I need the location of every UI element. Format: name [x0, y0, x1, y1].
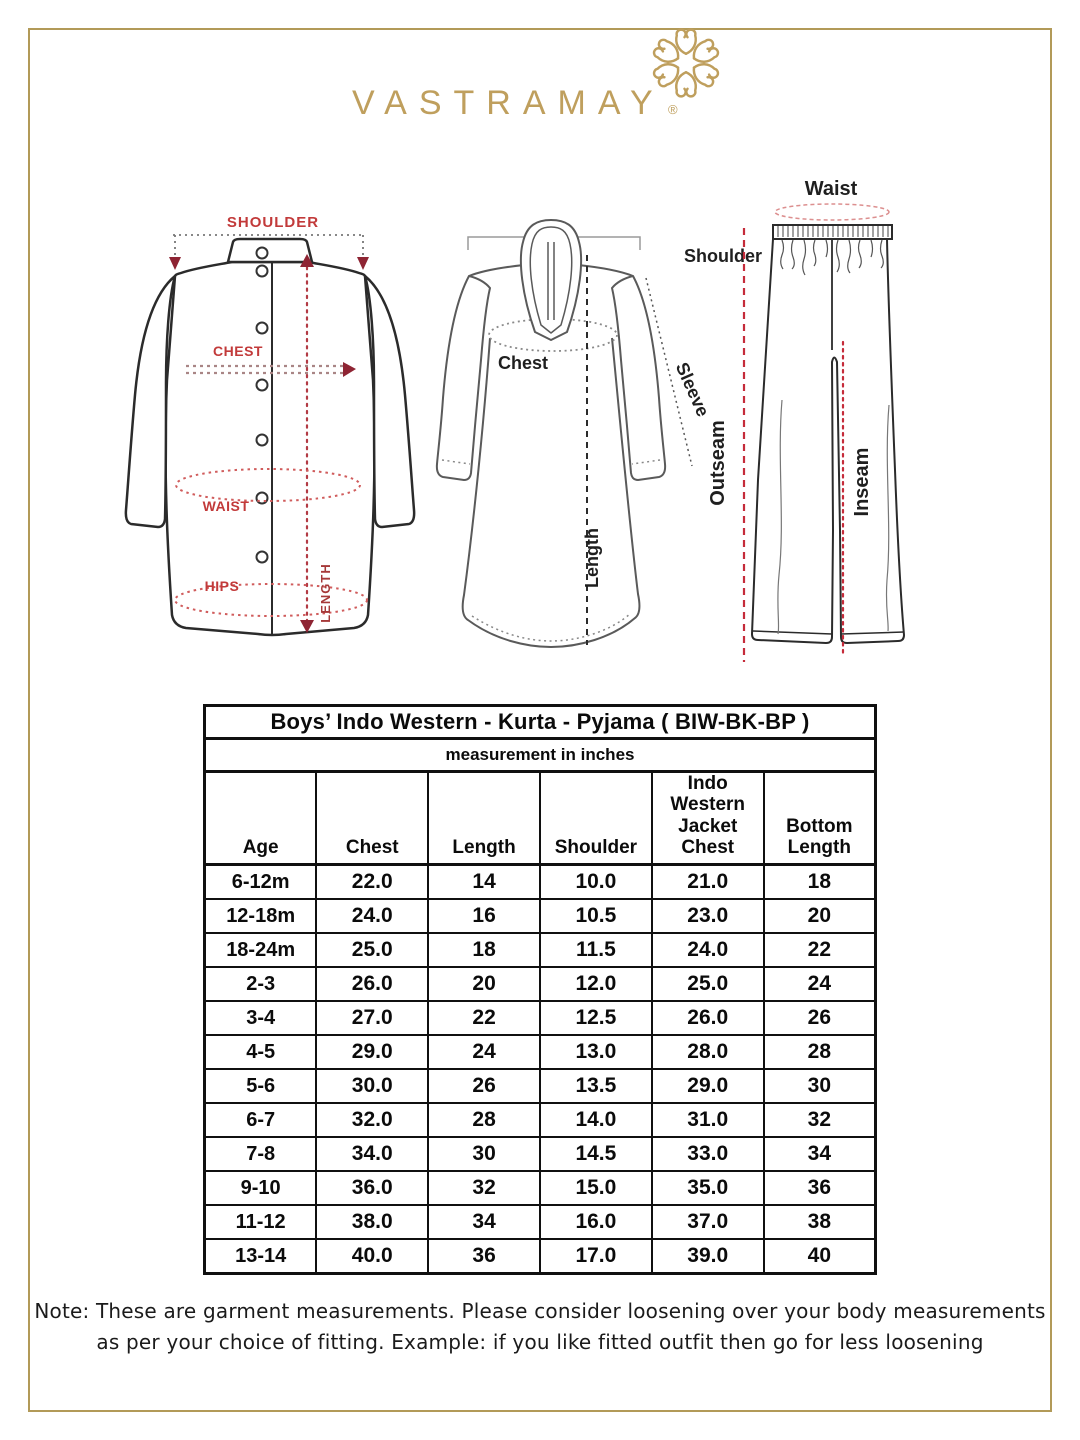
cell-length: 14 [428, 865, 540, 900]
cell-bottom-length: 22 [764, 933, 876, 967]
jacket-shoulder-label: SHOULDER [226, 214, 320, 231]
cell-jacket-chest: 24.0 [652, 933, 764, 967]
cell-length: 18 [428, 933, 540, 967]
cell-chest: 22.0 [316, 865, 428, 900]
cell-jacket-chest: 33.0 [652, 1137, 764, 1171]
cell-shoulder: 12.0 [540, 967, 652, 1001]
cell-jacket-chest: 39.0 [652, 1239, 764, 1274]
cell-chest: 30.0 [316, 1069, 428, 1103]
jacket-diagram [126, 214, 414, 635]
table-row [205, 1205, 876, 1239]
cell-chest: 29.0 [316, 1035, 428, 1069]
cell-chest: 26.0 [316, 967, 428, 1001]
table-header-row [205, 772, 876, 865]
cell-age: 7-8 [205, 1137, 317, 1171]
cell-age: 3-4 [205, 1001, 317, 1035]
kurta-length-label: Length [582, 528, 602, 588]
cell-shoulder: 10.5 [540, 899, 652, 933]
cell-age: 9-10 [205, 1171, 317, 1205]
cell-shoulder: 16.0 [540, 1205, 652, 1239]
cell-shoulder: 13.0 [540, 1035, 652, 1069]
cell-chest: 36.0 [316, 1171, 428, 1205]
jacket-length-label: LENGTH [318, 563, 333, 623]
column-header-age: Age [205, 772, 317, 865]
note-line-1: Note: These are garment measurements. Please consider loosening over your body measurements [34, 1299, 1046, 1323]
cell-age: 11-12 [205, 1205, 317, 1239]
table-row [205, 1035, 876, 1069]
size-chart-table [203, 704, 877, 1275]
cell-shoulder: 17.0 [540, 1239, 652, 1274]
cell-chest: 32.0 [316, 1103, 428, 1137]
note-line-2: as per your choice of fitting. Example: if you like fitted outfit then go for less loosening [96, 1330, 984, 1354]
cell-jacket-chest: 25.0 [652, 967, 764, 1001]
cell-length: 32 [428, 1171, 540, 1205]
table-row [205, 1103, 876, 1137]
jacket-chest-label: CHEST [213, 343, 263, 359]
table-title-row [205, 706, 876, 739]
table-subtitle-row [205, 739, 876, 772]
registered-trademark-icon: ® [668, 102, 678, 117]
pyjama-inseam-label: Inseam [851, 447, 873, 517]
table-subtitle: measurement in inches [205, 739, 876, 772]
cell-chest: 34.0 [316, 1137, 428, 1171]
table-row [205, 865, 876, 900]
cell-jacket-chest: 23.0 [652, 899, 764, 933]
cell-jacket-chest: 26.0 [652, 1001, 764, 1035]
cell-chest: 40.0 [316, 1239, 428, 1274]
pyjama-outseam-label: Outseam [707, 420, 729, 506]
cell-bottom-length: 24 [764, 967, 876, 1001]
table-row [205, 933, 876, 967]
brand-logo-text: VASTRAMAY [352, 84, 665, 122]
jacket-hips-label: HIPS [204, 578, 240, 594]
kurta-sleeve-label: Sleeve [671, 359, 714, 420]
column-header-shoulder: Shoulder [540, 772, 652, 865]
cell-chest: 27.0 [316, 1001, 428, 1035]
cell-age: 6-12m [205, 865, 317, 900]
cell-age: 5-6 [205, 1069, 317, 1103]
cell-jacket-chest: 28.0 [652, 1035, 764, 1069]
cell-bottom-length: 30 [764, 1069, 876, 1103]
cell-chest: 24.0 [316, 899, 428, 933]
cell-shoulder: 14.0 [540, 1103, 652, 1137]
table-row [205, 1069, 876, 1103]
cell-bottom-length: 20 [764, 899, 876, 933]
table-title: Boys’ Indo Western - Kurta - Pyjama ( BIW-BK-BP ) [205, 706, 876, 739]
kurta-chest-label: Chest [497, 353, 549, 373]
cell-bottom-length: 38 [764, 1205, 876, 1239]
brand-ornament-icon [645, 22, 727, 104]
cell-bottom-length: 28 [764, 1035, 876, 1069]
cell-bottom-length: 18 [764, 865, 876, 900]
cell-bottom-length: 26 [764, 1001, 876, 1035]
cell-age: 12-18m [205, 899, 317, 933]
cell-length: 24 [428, 1035, 540, 1069]
measurement-diagrams-canvas [0, 170, 1080, 700]
cell-shoulder: 14.5 [540, 1137, 652, 1171]
cell-age: 18-24m [205, 933, 317, 967]
cell-length: 28 [428, 1103, 540, 1137]
table-row [205, 899, 876, 933]
cell-length: 26 [428, 1069, 540, 1103]
cell-age: 4-5 [205, 1035, 317, 1069]
cell-jacket-chest: 37.0 [652, 1205, 764, 1239]
jacket-waist-label: WAIST [202, 498, 250, 514]
cell-shoulder: 15.0 [540, 1171, 652, 1205]
cell-bottom-length: 40 [764, 1239, 876, 1274]
cell-jacket-chest: 29.0 [652, 1069, 764, 1103]
column-header-length: Length [428, 772, 540, 865]
cell-shoulder: 13.5 [540, 1069, 652, 1103]
cell-length: 30 [428, 1137, 540, 1171]
cell-shoulder: 12.5 [540, 1001, 652, 1035]
cell-chest: 25.0 [316, 933, 428, 967]
cell-bottom-length: 32 [764, 1103, 876, 1137]
cell-jacket-chest: 21.0 [652, 865, 764, 900]
cell-length: 36 [428, 1239, 540, 1274]
pyjama-waist-label: Waist [804, 178, 858, 200]
cell-jacket-chest: 35.0 [652, 1171, 764, 1205]
table-row [205, 1171, 876, 1205]
cell-age: 2-3 [205, 967, 317, 1001]
cell-age: 13-14 [205, 1239, 317, 1274]
cell-shoulder: 11.5 [540, 933, 652, 967]
cell-length: 22 [428, 1001, 540, 1035]
cell-chest: 38.0 [316, 1205, 428, 1239]
column-header-chest: Chest [316, 772, 428, 865]
column-header-bottom-length: Bottom Length [764, 772, 876, 865]
cell-length: 34 [428, 1205, 540, 1239]
cell-length: 20 [428, 967, 540, 1001]
table-row [205, 1001, 876, 1035]
cell-age: 6-7 [205, 1103, 317, 1137]
table-row [205, 967, 876, 1001]
size-table-body [205, 865, 876, 1274]
cell-jacket-chest: 31.0 [652, 1103, 764, 1137]
table-row [205, 1137, 876, 1171]
table-row [205, 1239, 876, 1274]
cell-bottom-length: 34 [764, 1137, 876, 1171]
column-header-jacket-chest: Indo Western Jacket Chest [652, 772, 764, 865]
cell-length: 16 [428, 899, 540, 933]
kurta-shoulder-label: Shoulder [684, 246, 763, 266]
cell-bottom-length: 36 [764, 1171, 876, 1205]
measurement-note [0, 1296, 1080, 1358]
cell-shoulder: 10.0 [540, 865, 652, 900]
